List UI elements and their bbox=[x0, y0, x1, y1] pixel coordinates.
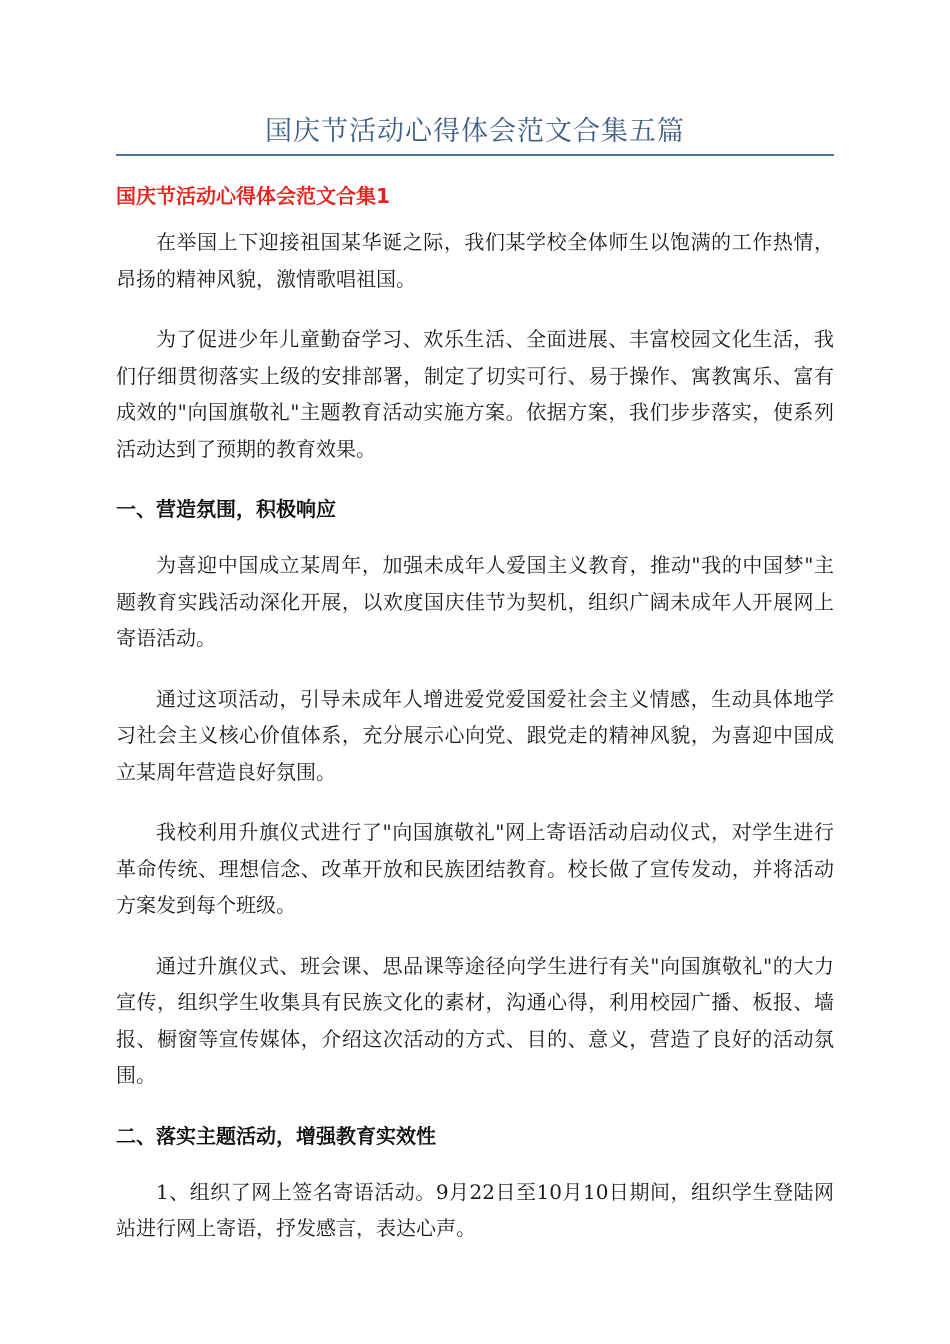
part2-heading: 二、落实主题活动，增强教育实效性 bbox=[116, 1123, 436, 1148]
part1-paragraph: 我校利用升旗仪式进行了"向国旗敬礼"网上寄语活动启动仪式，对学生进行革命传统、理想信念、改革开放和民族团结教育。校长做了宣传发动，并将活动方案发到每个班级。 bbox=[116, 820, 834, 917]
document-body bbox=[116, 178, 834, 1271]
intro-paragraph: 在举国上下迎接祖国某华诞之际，我们某学校全体师生以饱满的工作热情，昂扬的精神风貌，激情歌唱祖国。 bbox=[116, 230, 834, 291]
document-title: 国庆节活动心得体会范文合集五篇 bbox=[265, 116, 685, 147]
part1-paragraph: 为喜迎中国成立某周年，加强未成年人爱国主义教育，推动"我的中国梦"主题教育实践活动深化开展，以欢度国庆佳节为契机，组织广阔未成年人开展网上寄语活动。 bbox=[116, 553, 834, 650]
part1-paragraph: 通过这项活动，引导未成年人增进爱党爱国爱社会主义情感，生动具体地学习社会主义核心价值体系，充分展示心向党、跟党走的精神风貌，为喜迎中国成立某周年营造良好氛围。 bbox=[116, 686, 834, 784]
title-divider bbox=[116, 154, 834, 156]
part1-heading: 一、营造氛围，积极响应 bbox=[116, 497, 336, 521]
intro-paragraph: 为了促进少年儿童勤奋学习、欢乐生活、全面进展、丰富校园文化生活，我们仔细贯彻落实上级的安排部署，制定了切实可行、易于操作、寓教寓乐、富有成效的"向国旗敬礼"主题教育活动实施方案。依据方案，我们步步落实，使系列活动达到了预期的教育效果。 bbox=[116, 327, 834, 461]
section-title: 国庆节活动心得体会范文合集1 bbox=[116, 184, 390, 208]
part2-paragraph: 1、组织了网上签名寄语活动。9月22日至10月10日期间，组织学生登陆网站进行网上寄语，抒发感言，表达心声。 bbox=[116, 1179, 834, 1240]
part1-paragraph: 通过升旗仪式、班会课、思品课等途径向学生进行有关"向国旗敬礼"的大力宣传，组织学生收集具有民族文化的素材，沟通心得，利用校园广播、板报、墙报、橱窗等宣传媒体，介绍这次活动的方式、目的、意义，营造了良好的活动氛围。 bbox=[116, 953, 834, 1087]
